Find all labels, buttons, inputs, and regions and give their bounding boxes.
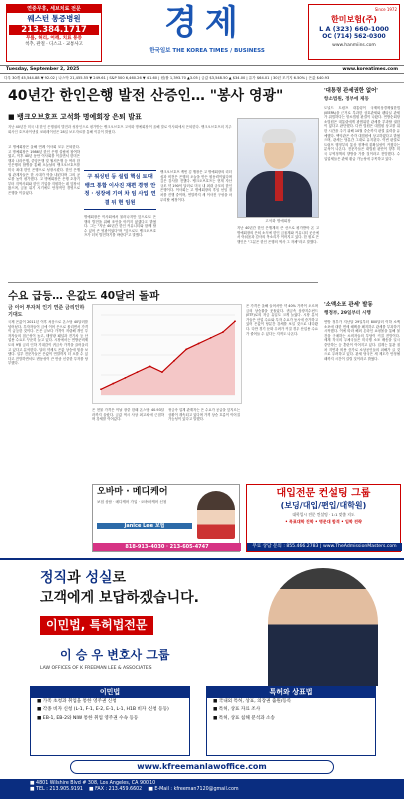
law-ad-specialty-badge: 이민법, 특허법전문: [40, 616, 153, 635]
photo-hair: [262, 129, 296, 143]
main-story-column-1: 고 명예회장은 올해 연례 이사회 모두 은퇴한다. 고 명예회장은 1986년 한인 은행 설립에 참여하였고, 이후 40년 동안 이사회를 이끌면서 한미은행과 나라은행, 중앙은행 및 윌셔은행 등 여러 한인은행의 합병을 통해 오늘날의 뱅크오브호프를 미국 최대 한인 은행으로 성장시켰다. 한인 은행권 관계자들은 한 시대가 막을 내린다며 그의 공로를 높이 평가했다. 고 명예회장은 은행 초창기부터 지역사회와 한인 기업을 지원하는 데 앞장서 왔으며, 금융 위기 시기에도 안정적인 경영으로 은행을 이끌었다.: [8, 145, 80, 195]
silver-column-4: 은 가격은 올해 들어서만 약 40% 가까이 오르며 금의 상승률을 웃돌았다. 귀금속 상장지수펀드(ETF)로의 자금 유입도 크게 늘었다. 시장 분석가들은 산업 수요와 투자 수요가 동시에 증가하고 있어 은값이 당분간 강세를 보일 것으로 내다봤다. 다만 경기 둔화 우려가 커질 경우 산업용 수요가 줄어들 수 있다는 지적도 나온다.: [246, 304, 318, 336]
patent-box-title: 특허와 상표법: [207, 687, 375, 698]
photo-caption: 고석화 명예회장: [265, 219, 291, 223]
law-firm-website[interactable]: www.kfreemanlawoffice.com: [70, 760, 334, 774]
chart-point: [198, 343, 200, 345]
law-firm-name-en: LAW OFFICES OF K FREEMAN LEE & ASSOCIATES: [40, 666, 152, 671]
immigration-services-box: [30, 686, 190, 756]
patent-item: ■ 특허, 상표 침해 분석과 소송: [213, 715, 275, 721]
hospital-ad-phone[interactable]: 213.384.1717: [9, 25, 99, 36]
silver-headline[interactable]: 수요 급등… 은값도 40달러 돌파: [8, 290, 160, 302]
insurance-agent-ad-phone[interactable]: 818-913-4030 · 213-605-4747: [93, 543, 241, 551]
insurance-agent-ad-name: Janice Lee 보험: [97, 523, 192, 529]
hospital-ad[interactable]: [6, 4, 102, 62]
insurance-ad-name: 한미보험(주): [331, 15, 377, 24]
slogan-and: 과: [67, 570, 86, 586]
chart-point: [149, 366, 151, 368]
main-story-column-3: 뱅크오브호프 케빈 김 행장은 고 명예회장의 리더십과 비전은 은행의 오늘을 만든 원동력이었다며 깊은 감사를 전했다. 뱅크오브호프는 현재 자산 규모 약 190억 달러로 미국 내 최대 규모의 한인 은행이다. 이사회는 고 명예회장의 후임 선임 절차를 진행 중이며, 연말까지 새 이사진 구성을 마무리할 예정이다.: [160, 170, 232, 202]
law-firm-email[interactable]: ■ E-Mail : kfreeman7120@gmail.com: [148, 786, 239, 792]
law-firm-address: ■ 4801 Wilshire Blvd # 308, Los Angeles, CA 90010: [30, 781, 156, 786]
chart-point: [173, 360, 175, 362]
admissions-consulting-ad[interactable]: [246, 484, 401, 552]
parcel-tariff-headline[interactable]: '소액소포 관세' 발동: [324, 302, 373, 308]
silver-column-1: 국제 은값이 2011년 이후 처음으로 온스당 40달러를 넘어섰다. 투자자들이 금에 이어 은으로 몰리면서 가격이 급등한 것이다. 은은 금보다 가격이 저렴해 개인 투자자들의 접근성이 높고, 태양광 패널과 전기차 등 산업용 수요도 꾸준히 늘고 있다. 시장에서는 연방준비제도의 9월 금리 인하 기대감이 귀금속 가격을 끌어올리고 있다고 분석한다. 달러 약세도 은값 상승에 힘을 보탰다. 일부 전문가들은 은값이 연말까지 더 오를 수 있다고 전망하면서도 변동성이 큰 만큼 신중한 투자를 당부했다.: [8, 320, 88, 366]
insurance-agent-ad[interactable]: [92, 484, 240, 552]
tariff-ruling-body: 도널드 트럼프 대통령이 국제비상경제권한법(IEEPA)을 근거로 부과한 상호관세와 펜타닐 관세가 위법하다는 항소법원 판결이 나왔다. 연방순회항소법원은 대통령에게 광범위한 관세를 부과할 권한이 없다고 판단했다. 다만 법원은 대법원 상고를 위한 시간을 주기 위해 10월 중순까지 판결 효력을 유예했다. 백악관은 즉각 대법원에 상고하겠다고 밝혔으며, 관세는 당분간 그대로 유지된다. 이번 판결로 트럼프 행정부의 통상 정책에 불확실성이 커졌다는 분석이 나온다. 전문가들은 대법원 판단이 향후 미국 무역정책의 향방을 가를 것이라고 전망했다. 수입업체들은 관세 환급 가능성에 주목하고 있다.: [324, 106, 400, 161]
chart-point: [100, 388, 102, 390]
main-pullquote: 구 워싱턴 등 설립 핵심 토대 뱅크 통합 이사진 재편 경영 안정 · 성장에 기여 차 임 사업 연결 뒤 현 임원: [84, 170, 156, 210]
main-subhead: ■ 뱅크오브호프 고석화 명예회장 은퇴 발표: [8, 113, 142, 121]
chart-point: [124, 377, 126, 379]
law-firm-tel[interactable]: ■ TEL : 213.905.9191: [30, 786, 83, 792]
insurance-ad[interactable]: [308, 4, 400, 60]
section-title: 경제: [164, 3, 246, 43]
silver-subhead: 금 이어 투자처 인기 연준 금리인하 기대도: [8, 305, 85, 318]
section-divider: [8, 282, 318, 283]
admissions-ad-subtitle: (보딩/대입/편입/대학원): [280, 500, 367, 510]
patent-services-box: [206, 686, 376, 756]
silver-column-3: 귀금속 업계 관계자는 은 수요가 공급을 앞지르는 상황이 계속되고 있다며 가격 상승 흐름이 이어질 가능성이 있다고 말했다.: [168, 408, 240, 422]
hospital-ad-services: 척추, 관절 · 디스크 · 교통사고: [25, 41, 83, 47]
silver-price-chart: [92, 304, 242, 404]
admissions-ad-desc: 대학입시 전문 컨설팅 · 1:1 맞춤 지도: [292, 511, 355, 517]
immigration-item: ■ 가족 초청과 취업을 통한 영주권 신청: [37, 698, 117, 704]
law-ad-slogan-2: 고객에게 보답하겠습니다.: [40, 590, 199, 606]
admissions-ad-title: 대입전문 컨설팅 그룹: [276, 488, 371, 499]
patent-item: ■ 특허, 상표 자료 조사: [213, 707, 261, 713]
slogan-sincerity: 성실: [85, 570, 113, 586]
chart-point: [185, 348, 187, 350]
tariff-ruling-headline[interactable]: '대통령 관세권한 없어': [324, 88, 378, 94]
parcel-tariff-subhead: 행정부, 29일부터 시행: [324, 311, 371, 316]
slogan-honesty: 정직: [40, 570, 68, 586]
admissions-ad-contact[interactable]: 무료 상담 문의 : 855.466.2783 | www.TheAdmissionMasters.com: [247, 543, 402, 551]
chart-point: [161, 371, 163, 373]
website-link[interactable]: www.koreatimes.com: [342, 67, 398, 72]
chart-area: [101, 321, 235, 395]
chart-point: [210, 337, 212, 339]
agent-portrait: [197, 491, 235, 539]
chart-point: [137, 371, 139, 373]
insurance-agent-ad-title: 오바마 · 메디케어: [97, 487, 168, 497]
chart-point: [222, 331, 224, 333]
law-firm-contact: [0, 779, 404, 799]
tariff-ruling-subhead: 항소법원, 정부에 제동: [324, 97, 369, 102]
main-lead: 지난 40년간 미국 내 한인 은행권의 발전과 성장인으로 평가받는 뱅크오브호프 고석화 명예회장이 올해 말로 이사회에서 은퇴한다. 뱅크오브호프의 지주회사인 호프파이낸셜 코퍼레이션은 28일 보도자료를 통해 이같이 밝혔다.: [8, 125, 232, 134]
law-firm-contact-line: [30, 787, 374, 793]
photo-tie: [275, 171, 283, 201]
insurance-ad-url[interactable]: www.hanmiins.com: [332, 42, 376, 48]
issue-date: Tuesday, September 2, 2025: [6, 67, 80, 72]
parcel-tariff-body: 연방 정부가 지난달 29일부터 800달러 이하 소액 소포에 대한 면세 혜택을 폐지하고 관세를 부과하기 시작했다. 이에 따라 해외 온라인 쇼핑몰을 통해 물건을 구매하는 소비자들의 부담이 커질 전망이다. 세계 각국의 우체국들은 미국행 소포 배송을 일시 중단하는 등 혼란이 이어지고 있다. 업계는 통관 절차 지연과 비용 증가로 소상공인들의 피해가 클 것으로 우려하고 있다. 관세 당국은 새 제도가 안정될 때까지 시간이 걸릴 것이라고 밝혔다.: [324, 320, 400, 361]
silver-column-2: 은 현물 가격은 이날 장중 한때 온스당 40.93달러까지 올랐다. 금값 역시 사상 최고치에 근접하며 강세를 이어갔다.: [92, 408, 164, 422]
main-headline[interactable]: 40년간 한인은행 발전 산증인… "봉사 영광": [8, 88, 284, 104]
dateline: [0, 65, 404, 74]
insurance-ad-phone-oc[interactable]: OC (714) 562-0300: [322, 33, 386, 41]
market-ticker: 다우 30개 45,544.88 ▼ 92.02 | 나스닥 21,455.55 ▼ 249.61 | S&P 500 6,460.26 ▼ 41.60 | 원/불 1,393.70 ▲3.05 | 금값 $3,548.50 ▲ $34.00 | 유가 $64.01 | 30년 모기지 6.50% | 은값 $40.93: [0, 75, 404, 83]
newspaper-brand: 한국일보 THE KOREA TIMES / BUSINESS: [149, 48, 265, 54]
slogan-with: 로: [112, 570, 127, 586]
hospital-ad-departments: 무릎, 허리, 어깨, 치료 통증: [25, 36, 82, 42]
immigration-box-title: 이민법: [31, 687, 189, 698]
insurance-ad-phone-la[interactable]: L A (323) 660-1000: [319, 25, 389, 33]
insurance-agent-ad-desc: 보험 상담 · 메디케어 가입 · 오바마케어 신청: [97, 500, 167, 505]
hospital-ad-name: 웨스턴 통증병원: [27, 14, 81, 24]
insurance-ad-since: Since 1972: [374, 7, 397, 12]
law-ad-slogan-1: [40, 570, 126, 588]
lawyer-portrait: [268, 568, 378, 686]
law-firm-name: 이 승 우 변호사 그룹: [60, 648, 170, 662]
patent-item: ■ 국내외 특허, 상표, 의장권 출원/등록: [213, 698, 292, 704]
hospital-ad-tagline: 연중무휴, 세브치료 전문: [7, 5, 101, 13]
immigration-item: ■ 각종 비자 신청 (L-1, F-1, E-2, E-1, L-1, H1B 비자 신청 등등): [37, 707, 169, 713]
portrait-photo: [237, 118, 319, 218]
main-story-column-2: 명예회장은 이사회에서 물러나지만 앞으로도 은행의 발전을 위해 조언을 아끼지 않겠다고 밝혔다. 그는 "지난 40년간 한인 커뮤니티와 함께 할 수 있어 큰 영광이었다"며 "앞으로도 뱅크오브호프가 더욱 발전하기를 바란다"고 말했다.: [84, 215, 156, 238]
admissions-ad-features: • 목표대학 진학 • 명문대 합격 • 입학 전략: [285, 519, 362, 525]
law-firm-ad[interactable]: [0, 558, 404, 799]
law-firm-fax: ■ FAX : 213.459.6602: [89, 786, 143, 792]
immigration-item: ■ EB-1, EB-2와 NIW 통한 취업 영주권 수속 등등: [37, 715, 139, 721]
silver-price-chart-svg: [93, 305, 243, 405]
chart-point: [112, 383, 114, 385]
main-story-column-4: 지난 40년간 한인 은행계의 큰 산으로 평가받아 온 고 명예회장의 은퇴 소식에 한인 금융계와 커뮤니티 곳곳에서 아쉬움과 감사의 목소리가 이어지고 있다. 한 원로 은행인은 "그분은 한인 은행의 역사 그 자체"라고 말했다.: [237, 226, 319, 244]
chart-point: [234, 320, 236, 322]
